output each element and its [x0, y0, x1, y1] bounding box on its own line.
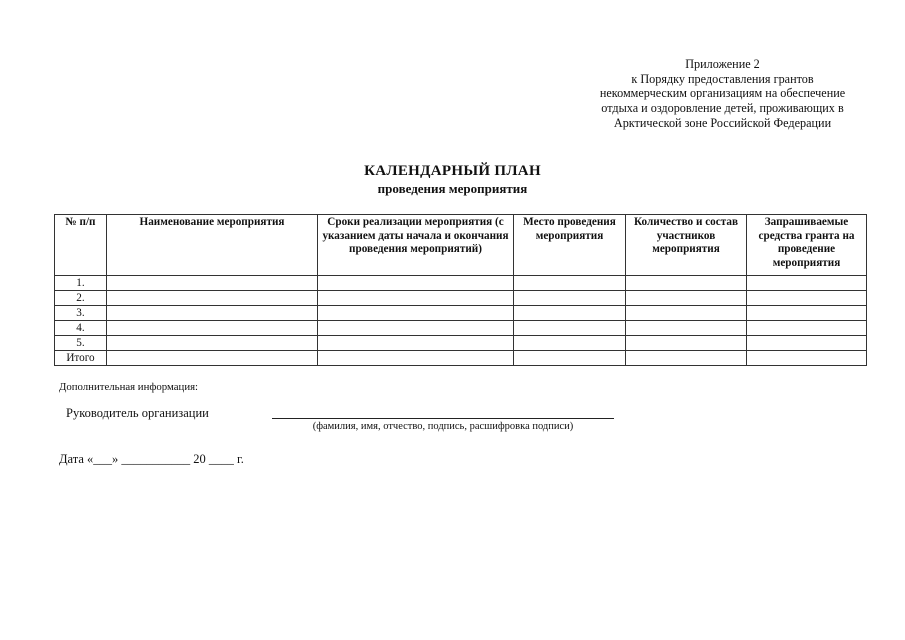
table-row: [55, 321, 867, 336]
table-cell[interactable]: [747, 351, 867, 366]
table-cell[interactable]: [514, 306, 626, 321]
table-cell[interactable]: [107, 306, 318, 321]
header-location: Место проведения мероприятия: [514, 215, 626, 276]
table-cell[interactable]: [318, 351, 514, 366]
table-cell[interactable]: [747, 336, 867, 351]
header-participants: Количество и состав участников мероприятия: [626, 215, 747, 276]
table-cell[interactable]: [318, 336, 514, 351]
table-cell[interactable]: [626, 336, 747, 351]
table-cell[interactable]: [107, 291, 318, 306]
table-cell[interactable]: [514, 291, 626, 306]
row-total-label: Итого: [55, 351, 107, 366]
additional-info-label: Дополнительная информация:: [59, 381, 199, 393]
table-cell[interactable]: [107, 336, 318, 351]
table-cell[interactable]: [514, 351, 626, 366]
appendix-line: Приложение 2: [685, 57, 760, 71]
appendix-line: некоммерческим организациям на обеспечение: [599, 86, 846, 101]
organization-head-label: Руководитель организации: [66, 406, 209, 420]
appendix-line: отдыха и оздоровление детей, проживающих в: [601, 101, 844, 116]
row-number: 3.: [55, 306, 107, 321]
table-cell[interactable]: [514, 321, 626, 336]
table-cell[interactable]: [318, 291, 514, 306]
table-cell[interactable]: [626, 276, 747, 291]
table-cell[interactable]: [107, 351, 318, 366]
table-cell[interactable]: [626, 321, 747, 336]
appendix-line: к Порядку предоставления грантов: [631, 71, 814, 86]
table-cell[interactable]: [514, 336, 626, 351]
table-cell[interactable]: [107, 321, 318, 336]
table-cell[interactable]: [318, 306, 514, 321]
date-line: Дата «___» ___________ 20 ____ г.: [59, 452, 244, 466]
row-number: 4.: [55, 321, 107, 336]
header-grant-funds: Запрашиваемые средства гранта на проведение мероприятия: [747, 215, 867, 276]
row-number: 1.: [55, 276, 107, 291]
table-cell[interactable]: [318, 321, 514, 336]
table-cell[interactable]: [318, 276, 514, 291]
table-cell[interactable]: [626, 291, 747, 306]
header-number: № п/п: [55, 215, 107, 276]
table-cell[interactable]: [626, 306, 747, 321]
header-dates: Сроки реализации мероприятия (с указанием даты начала и окончания проведения мероприятий): [318, 215, 514, 276]
table-row: [55, 336, 867, 351]
table-cell[interactable]: [107, 276, 318, 291]
table-cell[interactable]: [747, 291, 867, 306]
signature-line[interactable]: [272, 418, 614, 419]
table-cell[interactable]: [626, 351, 747, 366]
row-number: 2.: [55, 291, 107, 306]
table-cell[interactable]: [514, 276, 626, 291]
table-row: [55, 276, 867, 291]
appendix-line: Арктической зоне Российской Федерации: [613, 115, 832, 130]
table-cell[interactable]: [747, 321, 867, 336]
document-subtitle: проведения мероприятия: [377, 181, 528, 196]
header-event-name: Наименование мероприятия: [107, 215, 318, 276]
row-number: 5.: [55, 336, 107, 351]
table-row: [55, 291, 867, 306]
document-title: КАЛЕНДАРНЫЙ ПЛАН: [364, 163, 541, 179]
table-row-total: [55, 351, 867, 366]
appendix-note: [560, 57, 885, 131]
table-header-row: [55, 215, 867, 276]
table-row: [55, 306, 867, 321]
table-cell[interactable]: [747, 306, 867, 321]
signature-hint: (фамилия, имя, отчество, подпись, расшифровка подписи): [312, 421, 574, 432]
calendar-plan-table: [54, 214, 867, 366]
table-cell[interactable]: [747, 276, 867, 291]
